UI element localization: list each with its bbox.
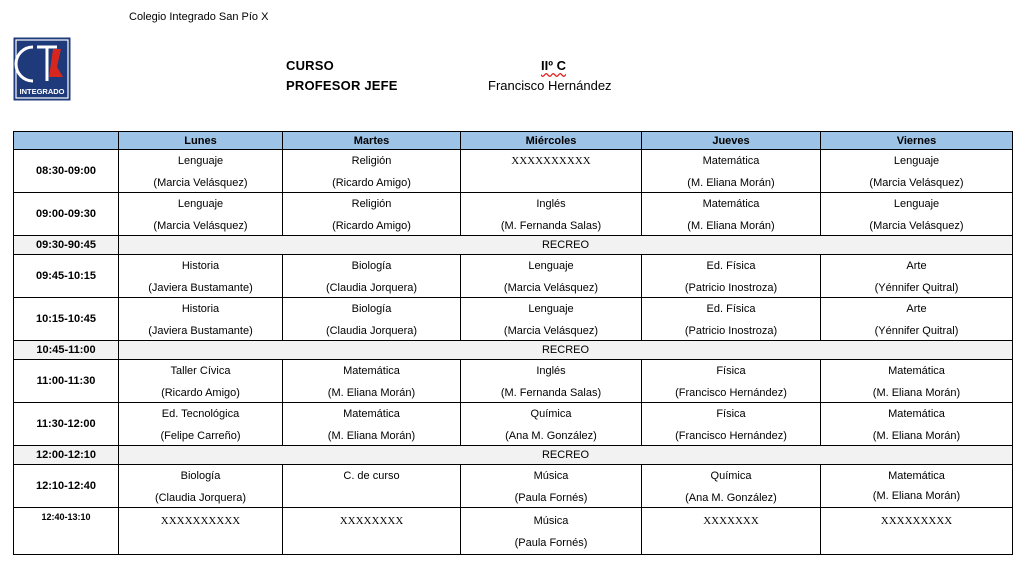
course-label: CURSO	[286, 58, 334, 73]
schedule-cell	[283, 360, 461, 403]
schedule-cell	[642, 508, 821, 555]
teacher-name: (Marcia Velásquez)	[869, 220, 964, 232]
schedule-cell	[461, 255, 642, 298]
day-header-tuesday: Martes	[283, 132, 461, 150]
teacher-name: (Claudia Jorquera)	[154, 492, 247, 504]
teacher-name: (Ana M. González)	[685, 492, 777, 504]
schedule-cell	[283, 255, 461, 298]
schedule-cell	[119, 298, 283, 341]
subject-name: XXXXXXXXXX	[511, 155, 591, 167]
class-row	[14, 360, 1013, 403]
subject-name: Religión	[351, 155, 392, 167]
day-header-wednesday: Miércoles	[461, 132, 642, 150]
teacher-name: (M. Eliana Morán)	[687, 220, 775, 232]
teacher-name: (Marcia Velásquez)	[153, 220, 248, 232]
subject-name: Inglés	[536, 365, 566, 377]
class-row	[14, 298, 1013, 341]
subject-name: Física	[716, 365, 746, 377]
subject-name: XXXXXXX	[703, 515, 759, 527]
time-header	[14, 132, 119, 150]
subject-name: Ed. Física	[706, 260, 756, 272]
class-row	[14, 465, 1013, 508]
schedule-cell	[119, 150, 283, 193]
class-row	[14, 255, 1013, 298]
subject-name: Arte	[906, 303, 927, 315]
schedule-cell	[642, 360, 821, 403]
teacher-name	[821, 534, 1012, 548]
teacher-name: (Felipe Carreño)	[160, 430, 241, 442]
teacher-name: (Paula Fornés)	[514, 537, 588, 549]
subject-name: Inglés	[536, 198, 566, 210]
teacher-name: (Marcia Velásquez)	[503, 325, 599, 337]
schedule-cell	[461, 508, 642, 555]
schedule-cell	[821, 298, 1013, 341]
teacher-name: (Ana M. González)	[505, 430, 597, 442]
subject-name: Arte	[906, 260, 927, 272]
subject-name: Música	[533, 515, 569, 527]
subject-name: Historia	[181, 303, 220, 315]
subject-name: Ed. Física	[706, 303, 756, 315]
schedule-body	[14, 150, 1013, 555]
subject-name: Música	[533, 470, 569, 482]
teacher-name: (M. Eliana Morán)	[872, 490, 961, 502]
schedule-cell	[821, 255, 1013, 298]
subject-name: Física	[716, 408, 746, 420]
head-teacher-value: Francisco Hernández	[488, 78, 612, 93]
schedule-cell	[283, 150, 461, 193]
teacher-name: (Ricardo Amigo)	[332, 220, 411, 232]
schedule-table	[13, 131, 1013, 555]
schedule-cell	[461, 360, 642, 403]
class-row	[14, 508, 1013, 555]
subject-name: Matemática	[888, 365, 945, 377]
time-slot: 11:00-11:30	[14, 360, 119, 403]
teacher-name	[461, 174, 641, 188]
teacher-name: (M. Fernanda Salas)	[500, 387, 602, 399]
teacher-name: (Javiera Bustamante)	[148, 282, 253, 294]
subject-name: Lenguaje	[528, 260, 574, 272]
teacher-name: (M. Fernanda Salas)	[500, 220, 602, 232]
teacher-name: (M. Eliana Morán)	[327, 430, 416, 442]
schedule-cell	[821, 465, 1013, 508]
day-header-thursday: Jueves	[642, 132, 821, 150]
schedule-cell	[461, 403, 642, 446]
teacher-name	[283, 534, 460, 548]
time-slot: 09:30-90:45	[14, 236, 119, 255]
teacher-name: (Ricardo Amigo)	[161, 387, 240, 399]
schedule-cell	[119, 508, 283, 555]
svg-text:INTEGRADO: INTEGRADO	[19, 87, 65, 96]
recess-row	[14, 236, 1013, 255]
subject-name: Matemática	[888, 470, 945, 482]
teacher-name: (Javiera Bustamante)	[148, 325, 253, 337]
schedule-cell	[821, 508, 1013, 555]
subject-name: Matemática	[702, 198, 760, 210]
schedule-cell	[283, 465, 461, 508]
schedule-cell	[283, 508, 461, 555]
teacher-name: (Marcia Velásquez)	[869, 177, 964, 189]
schedule-cell	[283, 298, 461, 341]
subject-name: Lenguaje	[528, 303, 574, 315]
recess-label: RECREO	[119, 236, 1013, 255]
day-header-row	[14, 132, 1013, 150]
course-value: IIº C	[541, 58, 566, 73]
school-name: Colegio Integrado San Pío X	[129, 11, 269, 23]
schedule-cell	[642, 150, 821, 193]
time-slot: 12:40-13:10	[14, 508, 119, 555]
day-header-monday: Lunes	[119, 132, 283, 150]
teacher-name	[642, 534, 820, 548]
class-row	[14, 150, 1013, 193]
teacher-name: (Patricio Inostroza)	[684, 282, 778, 294]
subject-name: C. de curso	[343, 470, 400, 482]
subject-name: Biología	[351, 303, 392, 315]
teacher-name: (Marcia Velásquez)	[153, 177, 248, 189]
time-slot: 11:30-12:00	[14, 403, 119, 446]
schedule-cell	[642, 403, 821, 446]
schedule-cell	[119, 403, 283, 446]
teacher-name: (Patricio Inostroza)	[684, 325, 778, 337]
schedule-cell	[821, 360, 1013, 403]
day-header-friday: Viernes	[821, 132, 1013, 150]
subject-name: Lenguaje	[177, 155, 224, 167]
teacher-name	[283, 489, 460, 503]
schedule-cell	[461, 193, 642, 236]
subject-name: Matemática	[888, 408, 945, 420]
subject-name: Ed. Tecnológica	[161, 408, 240, 420]
subject-name: Química	[710, 470, 752, 482]
subject-name: Biología	[351, 260, 392, 272]
subject-name: Historia	[181, 260, 220, 272]
schedule-cell	[461, 298, 642, 341]
teacher-name: (Yénnifer Quitral)	[874, 325, 959, 337]
subject-name: Química	[530, 408, 572, 420]
schedule-cell	[119, 360, 283, 403]
teacher-name: (Francisco Hernández)	[675, 430, 787, 442]
time-slot: 09:00-09:30	[14, 193, 119, 236]
subject-name: Matemática	[702, 155, 760, 167]
subject-name: Lenguaje	[893, 198, 940, 210]
time-slot: 10:15-10:45	[14, 298, 119, 341]
teacher-name: (Francisco Hernández)	[675, 387, 787, 399]
subject-name: Matemática	[343, 365, 400, 377]
teacher-name: (Claudia Jorquera)	[325, 282, 418, 294]
schedule-cell	[461, 465, 642, 508]
teacher-name: (Yénnifer Quitral)	[874, 282, 959, 294]
teacher-name: (M. Eliana Morán)	[872, 387, 961, 399]
schedule-cell	[119, 255, 283, 298]
time-slot: 12:10-12:40	[14, 465, 119, 508]
subject-name: XXXXXXXXXX	[160, 515, 241, 527]
schedule-cell	[283, 193, 461, 236]
schedule-cell	[821, 150, 1013, 193]
subject-name: Biología	[180, 470, 221, 482]
schedule-cell	[642, 255, 821, 298]
schedule-cell	[461, 150, 642, 193]
schedule-cell	[642, 298, 821, 341]
recess-row	[14, 446, 1013, 465]
subject-name: Matemática	[343, 408, 400, 420]
class-row	[14, 403, 1013, 446]
recess-label: RECREO	[119, 341, 1013, 360]
subject-name: Lenguaje	[893, 155, 940, 167]
recess-label: RECREO	[119, 446, 1013, 465]
class-row	[14, 193, 1013, 236]
subject-name: XXXXXXXX	[339, 515, 404, 527]
teacher-name: (M. Eliana Morán)	[872, 430, 961, 442]
schedule-cell	[821, 403, 1013, 446]
schedule-cell	[642, 193, 821, 236]
teacher-name: (Marcia Velásquez)	[503, 282, 599, 294]
teacher-name: (Claudia Jorquera)	[325, 325, 418, 337]
time-slot: 08:30-09:00	[14, 150, 119, 193]
schedule-cell	[119, 193, 283, 236]
school-logo	[13, 37, 71, 101]
teacher-name: (Ricardo Amigo)	[332, 177, 411, 189]
schedule-cell	[642, 465, 821, 508]
head-teacher-label: PROFESOR JEFE	[286, 78, 398, 93]
teacher-name: (Paula Fornés)	[514, 492, 588, 504]
subject-name: Lenguaje	[177, 198, 224, 210]
schedule-cell	[283, 403, 461, 446]
teacher-name: (M. Eliana Morán)	[687, 177, 775, 189]
subject-name: Taller Cívica	[170, 365, 231, 377]
teacher-name: (M. Eliana Morán)	[327, 387, 416, 399]
time-slot: 12:00-12:10	[14, 446, 119, 465]
subject-name: XXXXXXXXX	[880, 515, 953, 527]
recess-row	[14, 341, 1013, 360]
subject-name: Religión	[351, 198, 392, 210]
schedule-cell	[119, 465, 283, 508]
teacher-name	[119, 534, 282, 548]
time-slot: 09:45-10:15	[14, 255, 119, 298]
schedule-cell	[821, 193, 1013, 236]
time-slot: 10:45-11:00	[14, 341, 119, 360]
